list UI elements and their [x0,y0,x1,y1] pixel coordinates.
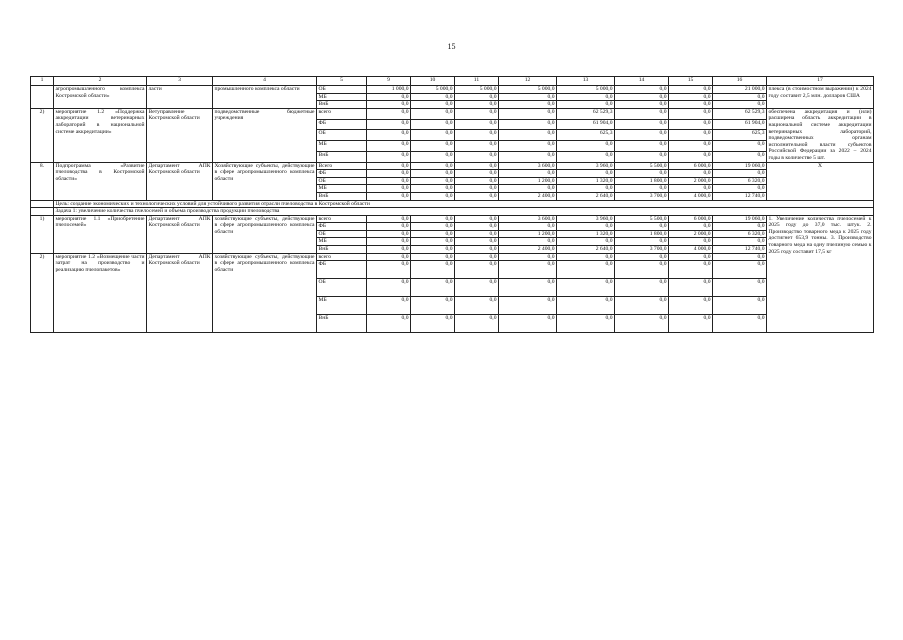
funding-source: ОБ [317,177,367,185]
value-cell: 0,0 [557,238,615,246]
item-name: мероприятие 1.1 «Приобретение пчелосемей» [54,215,147,253]
value-cell: 0,0 [411,253,455,261]
value-cell: 0,0 [367,261,411,279]
value-cell: 0,0 [499,93,557,101]
value-cell: 0,0 [455,151,499,162]
value-cell: 0,0 [367,192,411,200]
value-cell: 0,0 [367,223,411,231]
funding-source: МБ [317,141,367,152]
funding-source: ФБ [317,261,367,279]
value-cell: 21 000,0 [713,86,767,94]
value-cell: 0,0 [713,170,767,178]
value-cell: 0,0 [367,185,411,193]
value-cell: 0,0 [669,101,713,109]
value-cell: 0,0 [713,253,767,261]
value-cell: 6 000,0 [669,162,713,170]
value-cell: 2 000,0 [669,177,713,185]
header-cell: 10 [411,77,455,86]
value-cell: 0,0 [411,130,455,141]
funding-source: всего [317,215,367,223]
participants: хозяйствующие субъекты, действующие в сфере агропромышленного комплекса области [213,215,317,253]
value-cell: 0,0 [615,297,669,315]
value-cell: 5 000,0 [499,86,557,94]
value-cell: 0,0 [557,101,615,109]
value-cell: 3 600,0 [499,162,557,170]
value-cell: 0,0 [615,93,669,101]
value-cell: 0,0 [557,170,615,178]
value-cell: 0,0 [499,297,557,315]
value-cell: 0,0 [669,151,713,162]
value-cell: 5 000,0 [411,86,455,94]
value-cell: 0,0 [367,101,411,109]
value-cell: 0,0 [669,315,713,333]
header-cell: 15 [669,77,713,86]
value-cell: 0,0 [669,86,713,94]
value-cell: 0,0 [411,108,455,119]
row-number: 2) [31,253,54,333]
funding-source: всего [317,108,367,119]
value-cell: 0,0 [367,130,411,141]
value-cell: 5 000,0 [455,86,499,94]
value-cell: 6 000,0 [669,215,713,223]
funding-source: всего [317,253,367,261]
value-cell: 0,0 [455,108,499,119]
row-number [31,86,54,109]
value-cell: 0,0 [455,297,499,315]
value-cell: 0,0 [615,185,669,193]
funding-source: МБ [317,185,367,193]
header-cell: 12 [499,77,557,86]
value-cell: 0,0 [713,141,767,152]
value-cell: 0,0 [411,223,455,231]
value-cell: 0,0 [455,177,499,185]
item-name: мероприятие 1.2 «Поддержка аккредитации ветеринарных лабораторий в национальной системе аккредитации» [54,108,147,162]
value-cell: 0,0 [499,238,557,246]
value-cell: 0,0 [367,246,411,254]
value-cell: 0,0 [455,253,499,261]
goal-text: Цель: создание экономических и технологических условий для устойчивого развития отрасли пчеловодства в Костромской области [54,200,874,208]
value-cell: 0,0 [669,279,713,297]
value-cell: 0,0 [367,162,411,170]
value-cell: 0,0 [713,93,767,101]
value-cell: 0,0 [615,130,669,141]
funding-source: МБ [317,297,367,315]
value-cell: 0,0 [557,151,615,162]
value-cell: 0,0 [455,170,499,178]
value-cell: 0,0 [615,223,669,231]
value-cell: 0,0 [669,185,713,193]
value-cell: 3 600,0 [499,215,557,223]
value-cell: 1 200,0 [499,177,557,185]
value-cell: 625,3 [557,130,615,141]
table-row [31,86,874,94]
value-cell: 0,0 [455,192,499,200]
value-cell: 0,0 [455,130,499,141]
value-cell: 0,0 [669,238,713,246]
header-cell: 13 [557,77,615,86]
value-cell: 0,0 [367,297,411,315]
value-cell: 3 960,0 [557,162,615,170]
value-cell: 12 740,0 [713,246,767,254]
value-cell: 0,0 [367,151,411,162]
value-cell: 0,0 [367,108,411,119]
value-cell: 0,0 [499,315,557,333]
value-cell: 0,0 [367,238,411,246]
value-cell: 0,0 [713,151,767,162]
expected-result: обеспечена аккредитация и (или) расширена область аккредитации в национальной системе аккредитации ветеринарных лабораторий, подведомственных органам исполнительной власти субъектов Российской Федерации за 2022 – 2024 годы в количестве 5 шт. [768,108,872,161]
value-cell: 0,0 [615,108,669,119]
value-cell: 0,0 [411,192,455,200]
header-row [31,77,874,86]
value-cell: 0,0 [615,119,669,130]
funding-source: ОБ [317,230,367,238]
value-cell: 0,0 [557,279,615,297]
value-cell: 0,0 [411,238,455,246]
value-cell: 2 640,0 [557,246,615,254]
value-cell: 0,0 [615,170,669,178]
value-cell: 3 700,0 [615,192,669,200]
funding-source: ФБ [317,170,367,178]
value-cell: 0,0 [499,108,557,119]
value-cell: 0,0 [411,151,455,162]
funding-source: ФБ [317,119,367,130]
value-cell: 0,0 [455,185,499,193]
table-row [31,162,874,170]
value-cell: 0,0 [669,170,713,178]
table-row [31,108,874,119]
value-cell: 0,0 [367,215,411,223]
value-cell: 0,0 [499,151,557,162]
value-cell: 6 320,0 [713,230,767,238]
value-cell: 0,0 [411,246,455,254]
value-cell: 0,0 [557,261,615,279]
value-cell: 0,0 [411,170,455,178]
value-cell: 5 500,0 [615,162,669,170]
value-cell: 0,0 [713,297,767,315]
value-cell: 0,0 [411,101,455,109]
value-cell: 0,0 [557,297,615,315]
funding-source: ОБ [317,279,367,297]
funding-source: МБ [317,238,367,246]
value-cell: 62 529,3 [713,108,767,119]
value-cell: 0,0 [455,261,499,279]
value-cell: 0,0 [669,141,713,152]
value-cell: 0,0 [411,185,455,193]
funding-source: ВнБ [317,246,367,254]
value-cell: 2 640,0 [557,192,615,200]
executor: Департамент АПК Костромской области [147,215,213,253]
value-cell: 2 400,0 [499,246,557,254]
value-cell: 0,0 [411,261,455,279]
value-cell: 0,0 [367,141,411,152]
value-cell: 0,0 [669,119,713,130]
value-cell: 0,0 [455,279,499,297]
value-cell: 1 320,0 [557,177,615,185]
goal-text-row [31,200,874,208]
value-cell: 0,0 [499,170,557,178]
value-cell: 3 960,0 [557,215,615,223]
value-cell: 1 000,0 [367,86,411,94]
value-cell: 5 000,0 [557,86,615,94]
value-cell: 1 320,0 [557,230,615,238]
value-cell: 1 800,0 [615,177,669,185]
funding-source: ОБ [317,86,367,94]
budget-table [30,76,874,333]
value-cell: 0,0 [367,230,411,238]
header-cell: 3 [147,77,213,86]
value-cell: 0,0 [669,108,713,119]
participants: подведомственные бюджетные учреждения [213,108,317,162]
value-cell: 0,0 [557,253,615,261]
value-cell: 0,0 [713,315,767,333]
value-cell: 0,0 [713,223,767,231]
header-cell: 5 [317,77,367,86]
value-cell: 3 700,0 [615,246,669,254]
value-cell: 12 740,0 [713,192,767,200]
value-cell: 0,0 [367,170,411,178]
value-cell: 625,3 [713,130,767,141]
executor: Ветуправление Костромской области [147,108,213,162]
funding-source: ОБ [317,130,367,141]
value-cell: 0,0 [499,223,557,231]
header-cell: 17 [767,77,874,86]
funding-source: ФБ [317,223,367,231]
value-cell: 1 200,0 [499,230,557,238]
header-cell: 2 [54,77,147,86]
executor: Департамент АПК Костромской области [147,162,213,200]
value-cell: 0,0 [411,215,455,223]
value-cell: 0,0 [455,141,499,152]
value-cell: 0,0 [455,223,499,231]
value-cell: 0,0 [455,162,499,170]
value-cell: 6 320,0 [713,177,767,185]
value-cell: 0,0 [367,279,411,297]
funding-source: Всего [317,162,367,170]
value-cell: 0,0 [367,177,411,185]
value-cell: 0,0 [669,261,713,279]
task-text-row [31,208,874,216]
value-cell: 0,0 [713,185,767,193]
value-cell: 2 400,0 [499,192,557,200]
value-cell: 0,0 [615,101,669,109]
value-cell: 0,0 [615,238,669,246]
value-cell: 0,0 [455,101,499,109]
value-cell: 0,0 [499,101,557,109]
value-cell: 0,0 [499,141,557,152]
header-cell: 1 [31,77,54,86]
header-cell: 16 [713,77,767,86]
executor: ласти [147,86,213,109]
value-cell: 0,0 [713,101,767,109]
value-cell: 0,0 [411,297,455,315]
value-cell: 0,0 [557,315,615,333]
value-cell: 1 800,0 [615,230,669,238]
value-cell: 0,0 [557,185,615,193]
value-cell: 62 529,3 [557,108,615,119]
empty-cell [31,208,54,216]
value-cell: 4 000,0 [669,246,713,254]
value-cell: 0,0 [499,130,557,141]
value-cell: 0,0 [615,261,669,279]
value-cell: 4 000,0 [669,192,713,200]
value-cell: 0,0 [713,238,767,246]
value-cell: 0,0 [713,279,767,297]
value-cell: 0,0 [499,185,557,193]
header-cell: 11 [455,77,499,86]
value-cell: 0,0 [669,130,713,141]
value-cell: 2 000,0 [669,230,713,238]
value-cell: 0,0 [615,279,669,297]
value-cell: 0,0 [367,93,411,101]
value-cell: 0,0 [499,119,557,130]
value-cell: 0,0 [557,141,615,152]
value-cell: 0,0 [669,253,713,261]
value-cell: 0,0 [669,223,713,231]
value-cell: 0,0 [455,230,499,238]
value-cell: 19 060,0 [713,162,767,170]
row-number: 2) [31,108,54,162]
expected-result: 1. Увеличение количества пчелосемей к 2025 году до 37,0 тыс. штук. 2. Производство товарного меда к 2025 году достигнет 653,9 тонны. 3. Производство товарного меда на одну пчелиную семью к 2025 году составит 17,5 кг [767,215,874,333]
row-number: 8. [31,162,54,200]
value-cell: 0,0 [411,315,455,333]
executor: Департамент АПК Костромской области [147,253,213,333]
funding-source: МБ [317,93,367,101]
expected-result: X [767,162,874,200]
value-cell: 0,0 [455,246,499,254]
value-cell: 0,0 [367,119,411,130]
value-cell: 61 904,0 [713,119,767,130]
value-cell: 0,0 [499,261,557,279]
value-cell: 19 060,0 [713,215,767,223]
participants: хозяйствующие субъекты, действующие в сфере агропромышленного комплекса области [213,253,317,333]
value-cell: 0,0 [615,86,669,94]
value-cell: 0,0 [557,93,615,101]
value-cell: 61 904,0 [557,119,615,130]
value-cell: 0,0 [557,223,615,231]
value-cell: 0,0 [455,315,499,333]
expected-result: плекса (в стоимостном выражении) к 2024 году составит 2,5 млн. долларов США [767,86,874,109]
value-cell: 0,0 [411,162,455,170]
header-cell: 4 [213,77,317,86]
funding-source: ВнБ [317,192,367,200]
value-cell: 0,0 [411,279,455,297]
empty-cell [31,200,54,208]
value-cell: 0,0 [615,253,669,261]
value-cell: 0,0 [615,151,669,162]
value-cell: 0,0 [411,141,455,152]
value-cell: 0,0 [411,93,455,101]
item-name: Подпрограмма «Развитие пчеловодства в Костромской области» [54,162,147,200]
task-text: Задача 1: увеличение количества пчелосемей и объема производства продукции пчеловодства [54,208,874,216]
value-cell: 0,0 [669,93,713,101]
funding-source: ВнБ [317,315,367,333]
value-cell: 0,0 [411,177,455,185]
value-cell: 0,0 [455,119,499,130]
value-cell: 0,0 [499,253,557,261]
value-cell: 0,0 [669,297,713,315]
value-cell: 0,0 [499,279,557,297]
value-cell: 0,0 [615,141,669,152]
value-cell: 0,0 [455,215,499,223]
participants: промышленного комплекса области [213,86,317,109]
value-cell: 0,0 [367,315,411,333]
participants: Хозяйствующие субъекты, действующие в сфере агропромышленного комплекса области [213,162,317,200]
item-name: агропромышленного комплекса Костромской области» [54,86,147,109]
value-cell: 0,0 [713,261,767,279]
table-row [31,253,874,261]
table-row [31,215,874,223]
page-number: 15 [447,42,456,51]
header-cell: 14 [615,77,669,86]
item-name: мероприятие 1.2 «Возмещение части затрат на производство и реализацию пчелопакетов» [54,253,147,333]
value-cell: 5 500,0 [615,215,669,223]
value-cell: 0,0 [411,230,455,238]
funding-source: ВнБ [317,151,367,162]
header-cell: 9 [367,77,411,86]
value-cell: 0,0 [367,253,411,261]
value-cell: 0,0 [455,93,499,101]
funding-source: ВнБ [317,101,367,109]
value-cell: 0,0 [615,315,669,333]
row-number: 1) [31,215,54,253]
value-cell: 0,0 [455,238,499,246]
value-cell: 0,0 [411,119,455,130]
